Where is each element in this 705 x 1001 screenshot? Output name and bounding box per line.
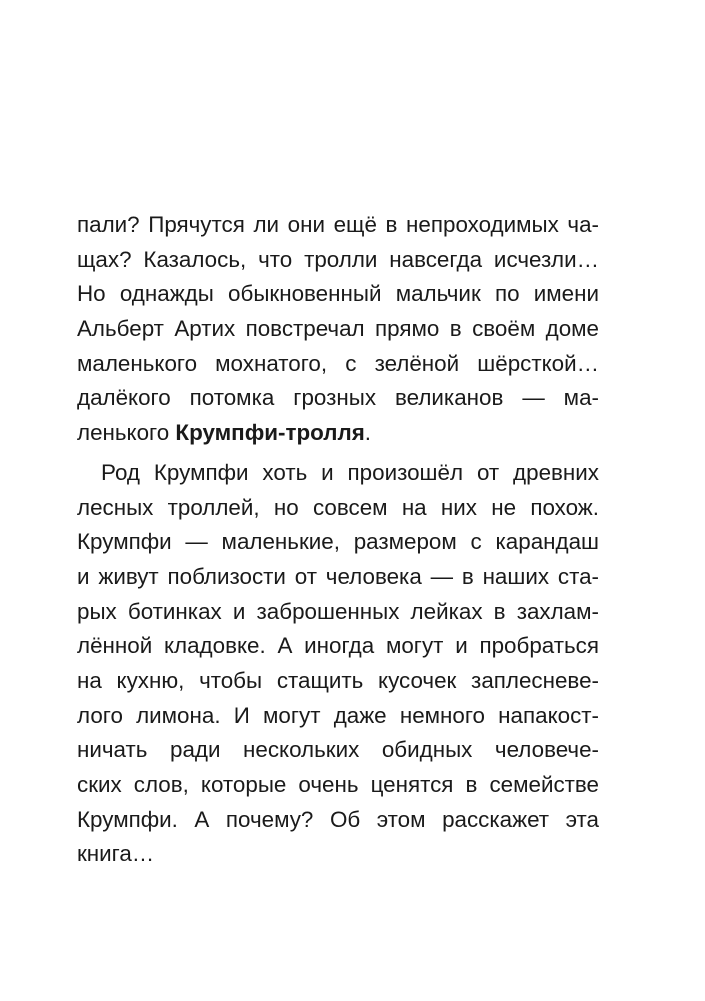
text-line: Крумпфи — маленькие, размером с карандаш [77, 529, 599, 555]
text-line: Альберт Артих повстречал прямо в своём доме [77, 316, 599, 342]
text-line: лённой кладовке. А иногда могут и пробраться [77, 633, 599, 659]
text-line: рых ботинках и заброшенных лейках в захлам- [77, 598, 599, 624]
text-line: лого лимона. И могут даже немного напакост- [77, 702, 599, 728]
text-line: Но однажды обыкновенный мальчик по имени [77, 281, 599, 307]
text-fragment: ленького [77, 420, 176, 446]
text-line: маленького мохнатого, с зелёной шёрсткой… [77, 350, 599, 376]
text-line-last: книга… [77, 841, 155, 867]
text-line: ничать ради нескольких обидных человече- [77, 737, 599, 763]
text-line: пали? Прячутся ли они ещё в непроходимых ча- [77, 212, 599, 237]
paragraph-1 [77, 208, 599, 451]
paragraph-2 [77, 456, 599, 872]
text-line: на кухню, чтобы стащить кусочек заплесневе- [77, 667, 599, 693]
text-line: ских слов, которые очень ценятся в семействе [77, 772, 599, 797]
text-line: Крумпфи. А почему? Об этом расскажет эта [77, 806, 599, 832]
text-line: далёкого потомка грозных великанов — ма- [77, 385, 599, 411]
text-line: Род Крумпфи хоть и произошёл от древних [101, 459, 599, 485]
text-line: лесных троллей, но совсем на них не похож. [77, 494, 599, 520]
text-line-last [77, 416, 599, 451]
text-line: и живут поблизости от человека — в наших ста- [77, 563, 599, 589]
bold-title: Крумпфи-тролля [175, 420, 365, 446]
text-line: щах? Казалось, что тролли навсегда исчезли… [77, 246, 599, 272]
body-text [77, 208, 599, 872]
text-fragment: . [364, 420, 372, 446]
